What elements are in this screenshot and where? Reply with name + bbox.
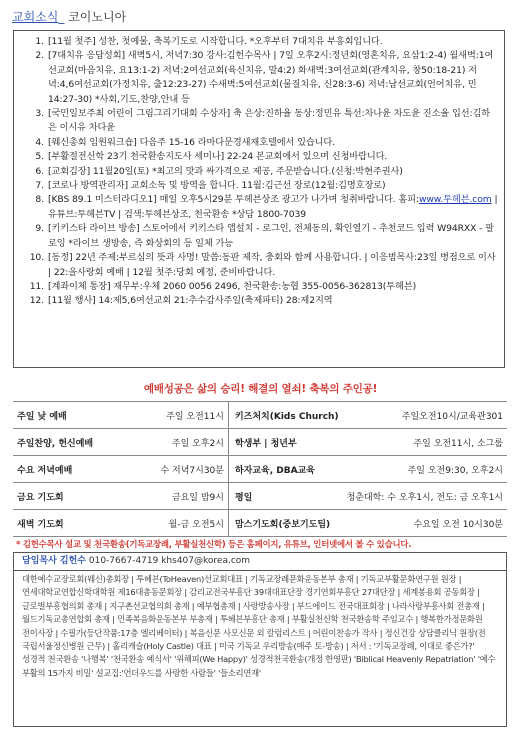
media-notice: * 김헌수목사 설교 및 천국환송(기독교장례, 부활실천신학) 등은 홈페이지, 유튜브, 인터넷에서 볼 수 있습니다.	[16, 539, 412, 549]
church-news-link[interactable]: 교회소식	[12, 10, 59, 24]
news-item: 3. [국민일보주최 어린이 그림그리기대회 수상자] 축 은상:진하율 동상:정민유 특선:차나윤 차도윤 진소율 입선:김하은 이시유 차다윤	[35, 108, 491, 134]
table-row: 금요 기도회 금요일 밤9시 평일 청춘대학: 수 오후1시, 전도: 금 오후1시	[13, 483, 507, 510]
pastor-title: 담임목사 김헌수	[22, 556, 86, 566]
pastor-bio: 대한예수교장로회(웨신)총회장 | 투헤븐(ToHeaven)선교회대표 | 기독교장례문화운동본부 총재 | 기독교부활문화연구원 원장 | 연세대학교연합신학대학원 제16대총동문회장 | 감리교전국부흥단 39대대표단장 경기연회부흥단 27대단장 | 세계봉용회 공동회장 | 글로벌부흥협의회 총재 | 지구촌선교협의회 총재 | 예부협총재 | 사랑방송사장 | 부드에이드 전국대표회장 | 나라사랑부흥사회 전총재 | 월드기독교총연합회 총재 | 민족복음화운동본부 부총재 | 투헤븐부흥단 총재 | 부활실천신학 천국환송학 주임교수 | 행복한가정문화원 전이사장 | 수필가(등단작품:17층 엘리베이터) | 복음신문 사모신문 외 칼럼리스트 | 어린이찬송가 작사 | 정신건강 상담클리닉 원장(전 국립서울정신병원 근무) | 홀리캐슬(Holy Castle) 대표 | 미국 기독교 우리방송(매주 토-방송) | 저서 : '기독교장례, 이대로 좋은가?' 성경적 천국환송 '나행복' '천국환송 예식서' '위해피(We Happy)' 성경적천국환송(개정 한영판) 'Biblical Heavenly Repatriation' '예수 부활의 15가지 비밀' 설교집:'언더우드를 사랑한 사람들' '들소리연재'	[22, 574, 496, 678]
table-row: 주일찬양, 헌신예배 주일 오후2시 학생부 | 청년부 주일 오전11시, 소그룹	[13, 429, 507, 456]
section-name: 코이노니아	[68, 10, 127, 24]
news-item: 11. [계좌이체 통장] 재무부:우체 2060 0056 2496, 천국환송:농협 355-0056-362813(투헤븐)	[29, 280, 417, 292]
homepage-link[interactable]: www.투헤븐.com	[418, 194, 492, 206]
news-item: 4. [웨신총회 임원워크숍] 다음주 15-16 라마다문경새재호텔에서 있습니다.	[35, 136, 336, 148]
pastor-contact: 010-7667-4719 khs407@korea.com	[88, 556, 251, 566]
news-item: 5. [부활절전신학 23기 천국환송지도사 세미나] 22-24 본교회에서 있으며 신청바랍니다.	[35, 151, 388, 163]
header-separator: _	[58, 10, 65, 24]
news-item: 1. [11월 첫주] 성찬, 첫예물, 축복기도로 시작합니다. *오후부터 7대치유 부흥회입니다.	[35, 36, 383, 47]
slogan: 예배성공은 삶의 승리! 해결의 열쇠! 축복의 주인공!	[143, 383, 378, 395]
pastor-header	[14, 553, 506, 571]
news-item: 8. [KBS 89.1 미스터라디오1] 매일 오후5시29분 투헤븐상조 광고가 나가며 청취바랍니다. 홈피:www.투헤븐.com | 유튜브:투헤븐TV | 검색:투헤븐상조, 천국환송 *상담 1800-7039	[35, 194, 498, 220]
news-box	[13, 30, 505, 368]
news-item: 12. [11월 행사] 14:제5,6여선교회 21:추수감사주일(축제파티) 28:제2지역	[29, 295, 333, 307]
news-item: 2. [7대치유 응답성회] 새벽5시, 저녁7:30 강사:김헌수목사 | 7일 오후2시:정년회(영혼치유, 요삼1:2-4) 월새벽:1여선교회(마음치유, 요13:1-2) 저녁:2여선교회(육신치유, 말4:2) 화새벽:3여선교회(관계치유, 창50:18-21) 저녁:4,6여선교회(가정치유, 출12:23-27) 수새벽:5여선교회(물질치유, 신28:3-6) 저녁:남선교회(언어치유, 민14:27-30) *사회,기도,찬양,안내 등	[35, 50, 494, 105]
news-list	[22, 35, 498, 309]
table-row: 수요 저녁예배 수 저녁7시30분 하자교육, DBA교육 주일 오전9:30, 오후2시	[13, 456, 507, 483]
pastor-box	[13, 552, 507, 727]
news-item: 9. [키키스타 라이브 방송] 스토어에서 키키스타 앱설치 - 로그인, 전체동의, 확인열기 - 추천코드 입력 W94RXX - 팔로잉 *라이브 생방송, 즉 화상회의 등 일체 가능	[35, 223, 494, 249]
news-item: 10. [동정] 22년 주제:부르심의 뜻과 사명! 말씀:동판 제작, 충회와 함께 사용합니다. | 이응범목사:23일 병점으로 이사 | 22:을사랑회 예배 | 12월 첫주:당회 예정, 준비바랍니다.	[29, 252, 496, 278]
news-item: 7. [코로나 방역관리자] 교회소독 및 방역을 합니다. 11월:김근선 장로(12월:김명호장로)	[35, 180, 386, 192]
worship-schedule-table	[13, 401, 507, 537]
news-item: 6. [교회김장] 11월20일(토) *최고의 맛과 싸가격으로 제공, 주문받습니다.(신청:박현주권사)	[35, 165, 403, 177]
table-row: 주일 낮 예배 주일 오전11시 키즈처치(Kids Church) 주일오전10시/교육관301	[13, 402, 507, 429]
section-header	[12, 8, 126, 25]
table-row: 새벽 기도회 월-금 오전5시 맘스기도회(중보기도팀) 수요일 오전 10시30분	[13, 510, 507, 537]
